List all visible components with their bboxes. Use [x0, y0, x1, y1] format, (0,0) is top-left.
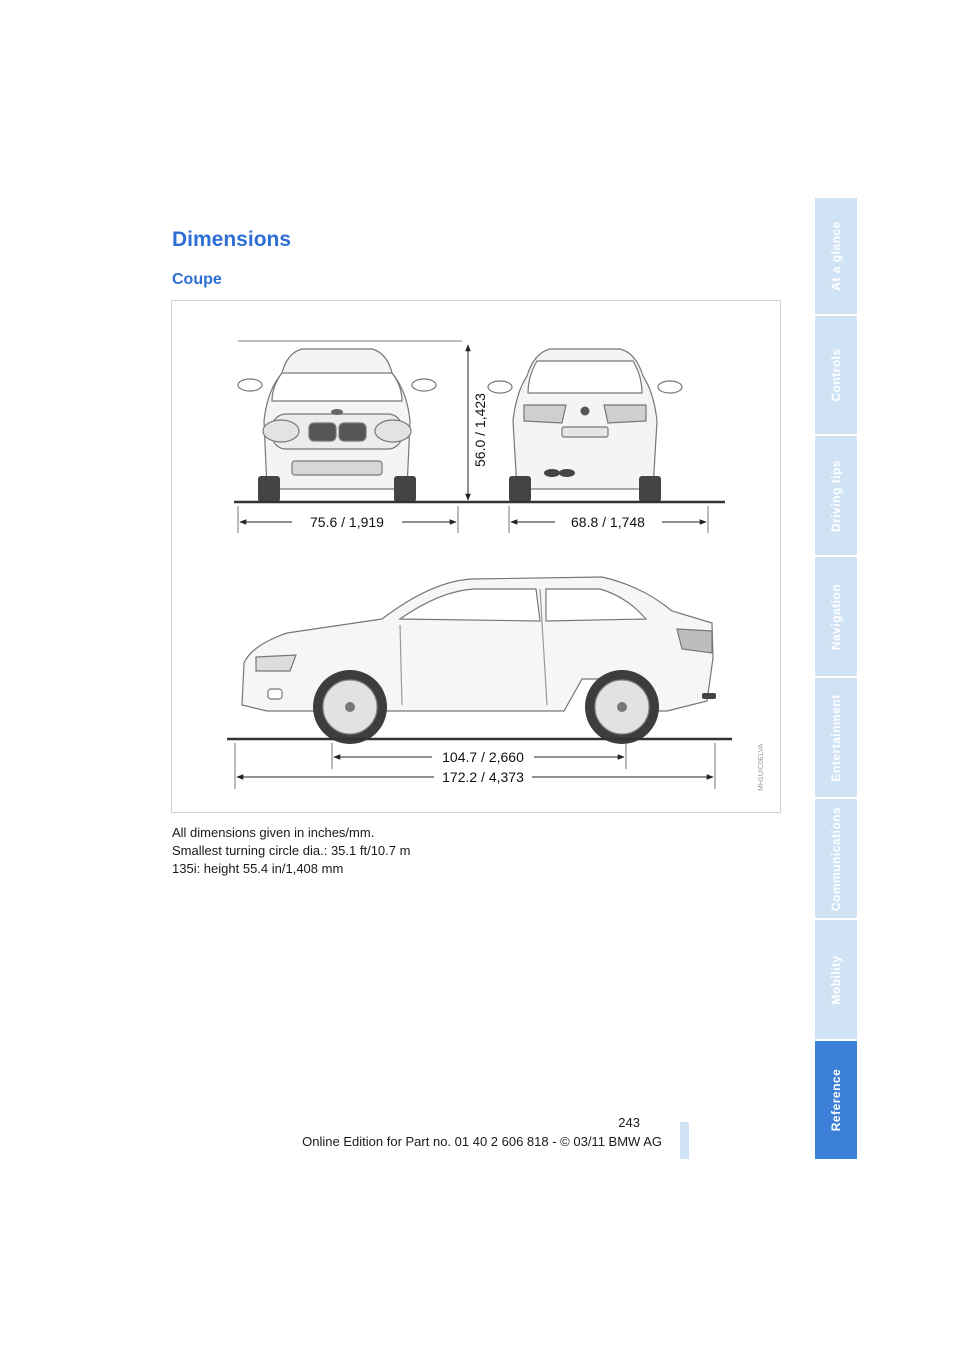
- tab-reference[interactable]: Reference: [815, 1041, 857, 1161]
- rear-width-label: 68.8 / 1,748: [571, 514, 645, 530]
- page-marker-bar: [680, 1122, 689, 1159]
- height-label: 56.0 / 1,423: [472, 393, 488, 467]
- chapter-sidebar: [815, 198, 857, 1161]
- section-subtitle: Coupe: [172, 271, 222, 288]
- tab-communications[interactable]: Communications: [815, 799, 857, 920]
- tab-mobility[interactable]: Mobility: [815, 920, 857, 1041]
- note-turning-circle: Smallest turning circle dia.: 35.1 ft/10.7 m: [172, 843, 411, 858]
- car-dimension-diagram: [172, 301, 782, 814]
- dimensions-figure: [171, 300, 781, 813]
- note-135i-height: 135i: height 55.4 in/1,408 mm: [172, 861, 344, 876]
- front-view-car: [238, 349, 436, 502]
- length-label: 172.2 / 4,373: [442, 769, 524, 785]
- note-units: All dimensions given in inches/mm.: [172, 825, 375, 840]
- page-title: Dimensions: [172, 228, 292, 251]
- wheelbase-label: 104.7 / 2,660: [442, 749, 524, 765]
- tab-controls[interactable]: Controls: [815, 316, 857, 436]
- tab-entertainment[interactable]: Entertainment: [815, 678, 857, 799]
- rear-view-car: [488, 349, 682, 502]
- front-width-label: 75.6 / 1,919: [310, 514, 384, 530]
- page-number: 243: [618, 1115, 640, 1130]
- tab-driving-tips[interactable]: Driving tips: [815, 436, 857, 557]
- footer-text: Online Edition for Part no. 01 40 2 606 818 - © 03/11 BMW AG: [302, 1134, 662, 1149]
- image-code: MH1UIC0ELVA: [758, 743, 765, 791]
- tab-navigation[interactable]: Navigation: [815, 557, 857, 678]
- side-view-car: [242, 577, 716, 744]
- tab-at-a-glance[interactable]: At a glance: [815, 198, 857, 316]
